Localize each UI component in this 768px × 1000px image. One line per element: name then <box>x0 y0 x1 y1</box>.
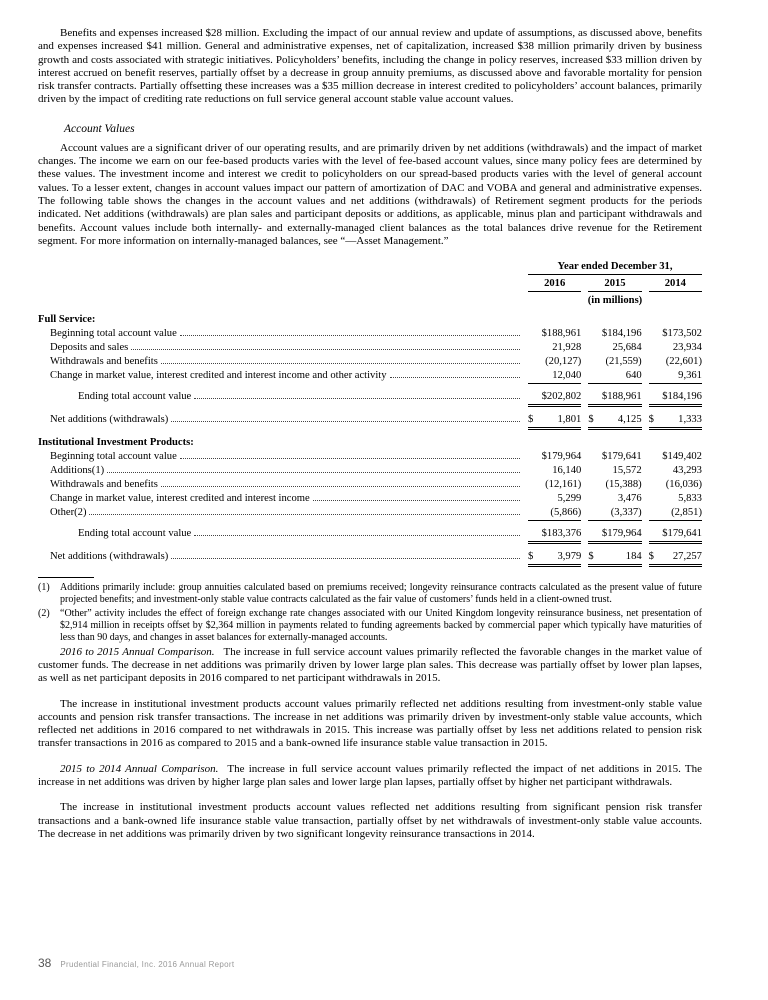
cell-value: 16,140 <box>552 465 582 477</box>
table-row <box>38 390 702 407</box>
dot-leader <box>171 558 520 559</box>
dollar-sign: $ <box>648 414 654 426</box>
table-row <box>38 478 702 491</box>
table-row <box>38 506 702 521</box>
dot-leader <box>89 514 520 515</box>
cell-number: 27,257 <box>672 551 702 563</box>
cell-value: (12,161) <box>545 479 582 491</box>
paragraph-2016-2015-comparison <box>38 646 702 686</box>
page-footer <box>38 956 234 970</box>
table-header <box>38 260 702 307</box>
table-row <box>38 341 702 354</box>
cell-value: 15,572 <box>612 465 642 477</box>
year-column-2016: 2016 <box>528 277 581 292</box>
cell-value: 9,361 <box>649 369 702 384</box>
cell-value: (21,559) <box>605 356 642 368</box>
table-row <box>38 369 702 384</box>
dot-leader <box>180 335 520 336</box>
paragraph-institutional-2015: The increase in institutional investment products account values reflected net additions resulting from significant pension risk transfer transactions and a bank-owned life insurance stable value transaction, partially offset by net withdrawals of investment-only stable value accounts. The decrease in net additions was primarily driven by two significant longevity reinsurance transactions in 2014. <box>38 801 702 840</box>
row-values <box>528 327 702 340</box>
table-section <box>38 313 702 430</box>
cell-value: (15,388) <box>605 479 642 491</box>
cell-number: 4,125 <box>617 414 642 426</box>
dollar-sign: $ <box>588 414 594 426</box>
dollar-sign: $ <box>648 551 654 563</box>
cell-value: $188,961 <box>588 390 641 407</box>
row-values <box>528 464 702 477</box>
row-label: Beginning total account value <box>50 328 177 340</box>
row-label: Ending total account value <box>78 391 192 403</box>
footnote-2-marker: (2) <box>38 607 50 619</box>
table-row <box>38 413 702 430</box>
cell-value: 3,476 <box>617 493 642 505</box>
cell-value <box>649 413 702 430</box>
page-content <box>38 27 702 853</box>
cell-value: $149,402 <box>662 451 702 463</box>
dot-leader <box>161 486 520 487</box>
table-row <box>38 464 702 477</box>
row-label: Net additions (withdrawals) <box>50 414 169 426</box>
row-label: Additions(1) <box>50 465 105 477</box>
dot-leader <box>180 458 520 459</box>
dot-leader <box>194 398 520 399</box>
footnote-1-text: Additions primarily include: group annuities calculated based on premiums received; longevity reinsurance contracts calculated as the present value of future projected benefits; and investment-only stable value contracts calculated as the fair value of customers’ funds held in a client-owned trust. <box>60 582 702 606</box>
cell-value <box>528 413 581 430</box>
cell-value: (20,127) <box>545 356 582 368</box>
cell-value: 23,934 <box>672 342 702 354</box>
cell-value: $179,964 <box>588 527 641 544</box>
row-label: Other(2) <box>50 507 87 519</box>
table-section-title: Full Service: <box>38 314 96 326</box>
dot-leader <box>107 472 520 473</box>
row-values <box>528 550 702 567</box>
row-values <box>528 355 702 368</box>
cell-value: 43,293 <box>672 465 702 477</box>
table-section-title: Institutional Investment Products: <box>38 437 194 449</box>
paragraph-institutional-2016: The increase in institutional investment products account values primarily reflected net additions resulting from investment-only stable value accounts and pension risk transfer transactions. The increase in net additions was primarily driven by investment-only stable value accounts, which reflected net additions in 2016 compared to net withdrawals in 2015. This increase was partially offset by less net additions related to pension risk transfer transactions in 2016 as compared to 2015 and a bank-owned life insurance stable value transaction in 2015. <box>38 697 702 750</box>
report-title: Prudential Financial, Inc. 2016 Annual Report <box>60 960 235 969</box>
page-number: 38 <box>38 956 52 970</box>
row-label: Ending total account value <box>78 528 192 540</box>
year-column-2014: 2014 <box>649 277 702 292</box>
cell-value: $173,502 <box>662 328 702 340</box>
dot-leader <box>171 421 520 422</box>
dot-leader <box>131 349 520 350</box>
cell-number: 1,801 <box>557 414 582 426</box>
cell-value: (22,601) <box>665 356 702 368</box>
row-values <box>528 390 702 407</box>
row-label: Withdrawals and benefits <box>50 356 158 368</box>
row-values <box>528 413 702 430</box>
footnote-divider <box>38 577 94 578</box>
table-row <box>38 355 702 368</box>
year-column-2015: 2015 <box>588 277 641 292</box>
cell-value: $183,376 <box>528 527 581 544</box>
row-values <box>528 450 702 463</box>
table-body <box>38 313 702 567</box>
row-values <box>528 492 702 505</box>
cell-value <box>588 413 641 430</box>
dot-leader <box>194 535 520 536</box>
row-label: Change in market value, interest credited and interest income <box>50 493 310 505</box>
cell-value: $179,964 <box>541 451 582 463</box>
cell-value <box>528 550 581 567</box>
row-values <box>528 369 702 384</box>
cell-value: (5,866) <box>528 506 581 521</box>
dollar-sign: $ <box>528 414 534 426</box>
cell-value: $202,802 <box>528 390 581 407</box>
row-label: Change in market value, interest credited and interest income and other activity <box>50 370 387 382</box>
footnote-2-text: “Other” activity includes the effect of foreign exchange rate changes associated with our United Kingdom longevity reinsurance business, net presentation of $2,914 million in receipts offset by $2,364 million in payments related to funding agreements backed by commercial paper which typically have maturities of less than 90 days, and changes in asset balances for externally-managed accounts. <box>60 607 702 644</box>
table-row <box>38 492 702 505</box>
cell-value: 5,833 <box>678 493 702 505</box>
cell-number: 184 <box>625 551 642 563</box>
account-values-table <box>38 260 702 567</box>
cell-value: $184,196 <box>601 328 642 340</box>
paragraph-2015-2014-comparison <box>38 763 702 790</box>
table-period-header: Year ended December 31, <box>528 260 702 275</box>
comparison-2016-2015-text: The increase in full service account values primarily reflected the favorable changes in the market value of customer funds. The decrease in net additions was primarily driven by lower large plan sales. This decrease was partially offset by lower plan lapses, as well as net participant deposits in 2016 compared to net participant withdrawals in 2015. <box>38 645 703 685</box>
cell-value: 12,040 <box>528 369 581 384</box>
table-year-columns <box>528 277 702 292</box>
dot-leader <box>390 377 520 378</box>
cell-value: $179,641 <box>601 451 642 463</box>
cell-value: (3,337) <box>588 506 641 521</box>
table-row <box>38 527 702 544</box>
cell-value: $188,961 <box>541 328 582 340</box>
account-values-heading: Account Values <box>64 122 135 135</box>
table-row <box>38 327 702 340</box>
dollar-sign: $ <box>588 551 594 563</box>
row-values <box>528 341 702 354</box>
cell-value: 5,299 <box>557 493 582 505</box>
row-label: Net additions (withdrawals) <box>50 551 169 563</box>
cell-value: 640 <box>588 369 641 384</box>
paragraph-account-values-intro: Account values are a significant driver of our operating results, and are primarily driven by net additions (withdrawals) and the impact of market changes. The income we earn on our fee-based products varies with the level of fee-based account values, since many policy fees are determined by these values. The investment income and interest we credit to policyholders on our spread-based products varies with the level of general account values. To a lesser extent, changes in account values impact our pattern of amortization of DAC and VOBA and general and administrative expenses. The following table shows the changes in the account values and net additions (withdrawals) of Retirement segment products for the periods indicated. Net additions (withdrawals) are plan sales and participant deposits or additions, as applicable, minus plan and participant withdrawals and benefits. Account values include both internally- and externally-managed client balances as the total balances drive revenue for the Retirement segment. For more information on internally-managed balances, see “—Asset Management.” <box>38 141 702 247</box>
cell-value: (16,036) <box>665 479 702 491</box>
cell-number: 3,979 <box>557 551 582 563</box>
row-label: Deposits and sales <box>50 342 129 354</box>
comparison-2016-2015-lead: 2016 to 2015 Annual Comparison. <box>60 645 215 658</box>
cell-value <box>649 550 702 567</box>
dot-leader <box>313 500 520 501</box>
paragraph-benefits-expenses: Benefits and expenses increased $28 million. Excluding the impact of our annual review and update of assumptions, as discussed above, benefits and expenses increased $41 million. General and administrative expenses, net of capitalization, increased $38 million primarily driven by business growth and costs associated with strategic initiatives. Policyholders’ benefits, including the change in policy reserves, increased $33 million driven by interest accrued on benefit reserves, partially offset by a decrease in group annuity premiums, as discussed above and favorable mortality for pension risk transfer contracts. Partially offsetting these increases was a $35 million decrease in interest credited to policyholders’ account balances, primarily driven by the impact of crediting rate reductions on full service general account stable value account values. <box>38 27 702 106</box>
cell-value: 21,928 <box>552 342 582 354</box>
cell-value: $184,196 <box>649 390 702 407</box>
footnote-1 <box>38 582 702 607</box>
footnote-1-marker: (1) <box>38 582 50 594</box>
row-label: Withdrawals and benefits <box>50 479 158 491</box>
table-row <box>38 550 702 567</box>
cell-number: 1,333 <box>678 414 702 426</box>
dot-leader <box>161 363 520 364</box>
cell-value: (2,851) <box>649 506 702 521</box>
cell-value <box>588 550 641 567</box>
comparison-2015-2014-lead: 2015 to 2014 Annual Comparison. <box>60 762 219 775</box>
cell-value: $179,641 <box>649 527 702 544</box>
row-values <box>528 506 702 521</box>
table-section <box>38 436 702 567</box>
units-label: (in millions) <box>587 295 643 307</box>
table-row <box>38 450 702 463</box>
row-label: Beginning total account value <box>50 451 177 463</box>
comparison-2015-2014-text: The increase in full service account values primarily reflected the impact of net additions in 2015. The increase in net additions was driven by higher large plan sales and lower large plan lapses, partially offset by higher net participant withdrawals. <box>38 762 702 789</box>
cell-value: 25,684 <box>612 342 642 354</box>
dollar-sign: $ <box>528 551 534 563</box>
row-values <box>528 527 702 544</box>
row-values <box>528 478 702 491</box>
footnote-2 <box>38 608 702 645</box>
